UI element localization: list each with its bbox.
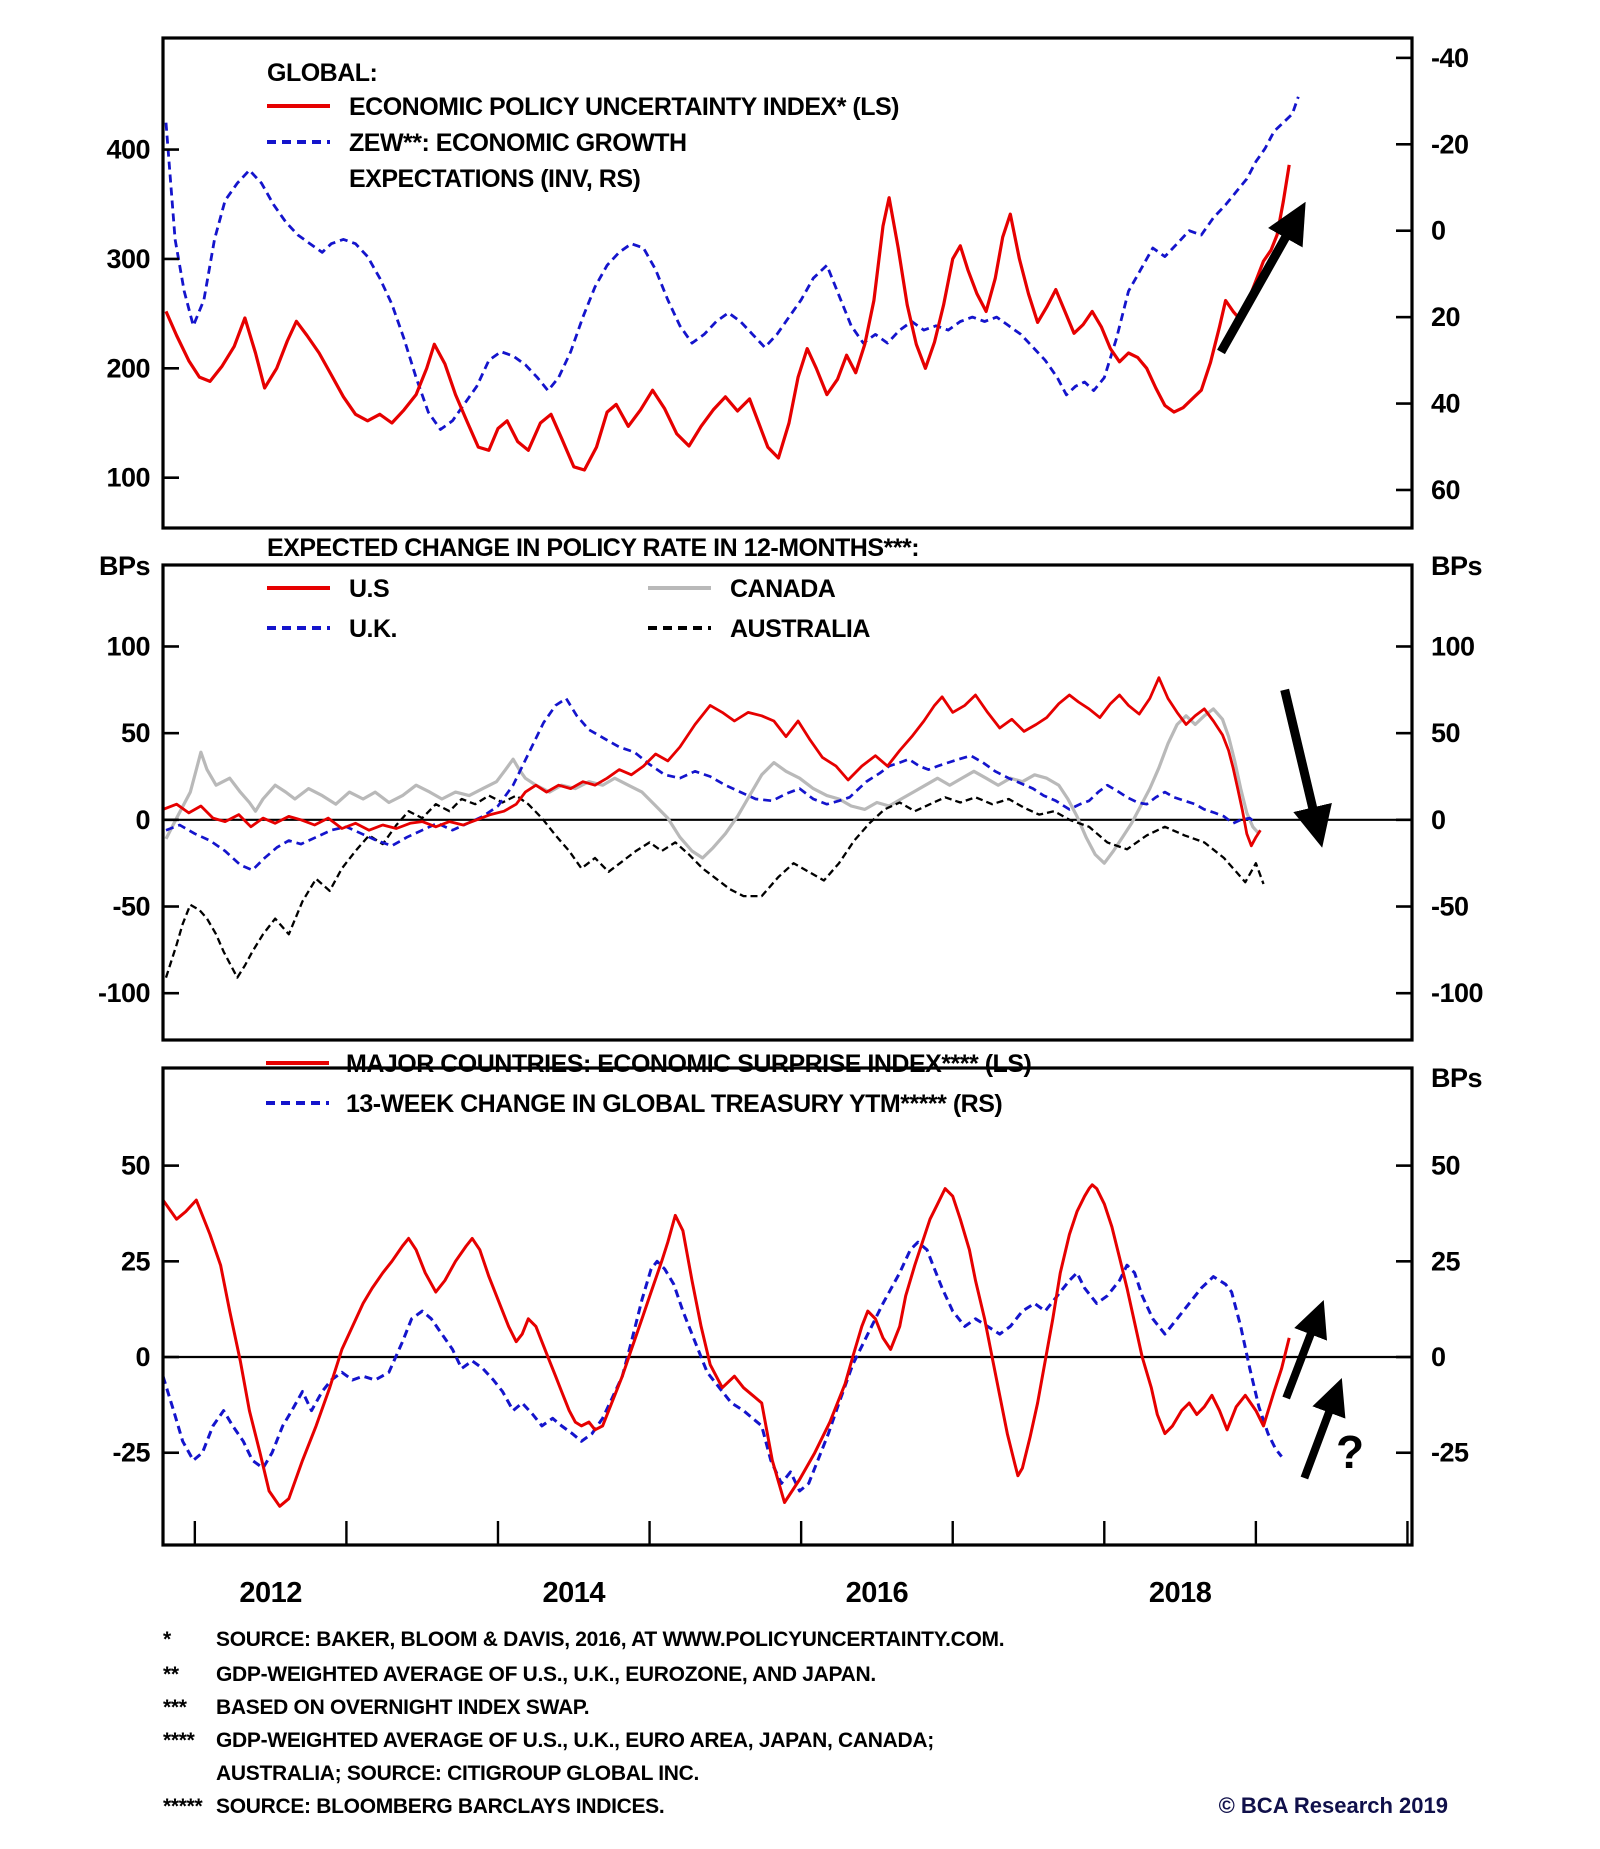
- chart-title: EXPECTED CHANGE IN POLICY RATE IN 12-MONTHS***:: [267, 534, 920, 562]
- legend-label: MAJOR COUNTRIES: ECONOMIC SURPRISE INDEX**** (LS): [346, 1050, 1032, 1078]
- right-axis-label: -50: [1431, 891, 1469, 922]
- x-axis-year-label: 2018: [1148, 1577, 1212, 1609]
- right-axis-label: 0: [1431, 804, 1446, 835]
- footnote-text: AUSTRALIA; SOURCE: CITIGROUP GLOBAL INC.: [216, 1762, 700, 1785]
- right-axis-label: 100: [1431, 631, 1475, 662]
- series-group: [166, 97, 1298, 470]
- series-group: [163, 678, 1264, 978]
- right-axis-label: 40: [1431, 388, 1461, 419]
- footnote-text: GDP-WEIGHTED AVERAGE OF U.S., U.K., EURO AREA, JAPAN, CANADA;: [216, 1729, 934, 1752]
- chart-title: GLOBAL:: [267, 59, 378, 87]
- right-axis-label: -20: [1431, 129, 1469, 160]
- annotation-arrow: [1304, 1393, 1336, 1478]
- x-axis-year-label: 2012: [239, 1577, 302, 1609]
- annotation-question-mark: ?: [1336, 1426, 1364, 1479]
- legend-label: ZEW**: ECONOMIC GROWTH: [349, 129, 687, 157]
- series-line-major-countries-economic-surprise-index-ls: [163, 1185, 1289, 1507]
- left-axis-label: 50: [120, 1150, 150, 1181]
- series-line-australia: [166, 796, 1264, 978]
- right-axis-label: -25: [1431, 1437, 1469, 1468]
- annotation-arrow: [1221, 217, 1297, 352]
- footnote-marker: *****: [163, 1795, 203, 1818]
- x-axis-year-label: 2014: [542, 1577, 606, 1609]
- legend-label: 13-WEEK CHANGE IN GLOBAL TREASURY YTM***** (RS): [346, 1090, 1003, 1118]
- left-axis-unit: BPs: [98, 551, 150, 581]
- legend-label: U.K.: [349, 615, 397, 643]
- left-axis-label: -25: [112, 1437, 150, 1468]
- legend: [267, 59, 899, 193]
- right-axis-unit: BPs: [1431, 551, 1483, 581]
- footnote-text: SOURCE: BAKER, BLOOM & DAVIS, 2016, AT WWW.POLICYUNCERTAINTY.COM.: [216, 1628, 1005, 1651]
- chart-economic-surprise-vs-ytm: [112, 1050, 1482, 1609]
- footnote-marker: **: [163, 1663, 179, 1686]
- right-axis-label: 25: [1431, 1246, 1461, 1277]
- annotation-arrow: [1285, 690, 1318, 830]
- left-axis-label: 100: [106, 631, 150, 662]
- left-axis-label: 300: [106, 243, 150, 274]
- legend: [266, 1050, 1031, 1118]
- legend-label: ECONOMIC POLICY UNCERTAINTY INDEX* (LS): [349, 93, 899, 121]
- right-axis-label: 0: [1431, 1342, 1446, 1373]
- left-axis-label: 400: [106, 134, 150, 165]
- series-line-zew-economic-growth-expectations-inv-rs: [166, 97, 1298, 430]
- x-axis-year-label: 2016: [845, 1577, 909, 1609]
- chart-expected-policy-rate-change: [98, 534, 1483, 1040]
- left-axis-label: -100: [97, 978, 150, 1009]
- legend: [267, 534, 919, 643]
- footnote-marker: ****: [163, 1729, 195, 1752]
- left-axis-label: 200: [106, 353, 150, 384]
- left-axis-label: 0: [135, 804, 150, 835]
- footnote-marker: ***: [163, 1696, 187, 1719]
- right-axis-label: 50: [1431, 1150, 1461, 1181]
- footnote-text: GDP-WEIGHTED AVERAGE OF U.S., U.K., EUROZONE, AND JAPAN.: [216, 1663, 876, 1686]
- left-axis-label: 50: [120, 718, 150, 749]
- footnote-text: BASED ON OVERNIGHT INDEX SWAP.: [216, 1696, 590, 1719]
- copyright-notice: © BCA Research 2019: [1218, 1793, 1448, 1818]
- footnote-marker: *: [163, 1628, 171, 1651]
- chart-global-policy-uncertainty: [106, 38, 1468, 528]
- footnote-text: SOURCE: BLOOMBERG BARCLAYS INDICES.: [216, 1795, 665, 1818]
- legend-label: EXPECTATIONS (INV, RS): [349, 165, 641, 193]
- left-axis-label: 100: [106, 462, 150, 493]
- series-line-u-k: [166, 699, 1256, 871]
- series-line-canada: [166, 709, 1259, 863]
- right-axis-label: 60: [1431, 474, 1461, 505]
- series-line-13-week-change-in-global-treasury-ytm-rs: [163, 1242, 1282, 1491]
- left-axis-label: 0: [135, 1342, 150, 1373]
- legend-label: CANADA: [730, 575, 836, 603]
- right-axis-label: -100: [1431, 978, 1484, 1009]
- right-axis-label: 0: [1431, 215, 1446, 246]
- right-axis-label: 20: [1431, 302, 1461, 333]
- legend-label: AUSTRALIA: [730, 615, 870, 643]
- right-axis-label: 50: [1431, 718, 1461, 749]
- right-axis-unit: BPs: [1431, 1063, 1483, 1093]
- series-group: [163, 1185, 1289, 1507]
- right-axis-label: -40: [1431, 42, 1469, 73]
- left-axis-label: -50: [112, 891, 150, 922]
- legend-label: U.S: [349, 575, 390, 603]
- left-axis-label: 25: [120, 1246, 150, 1277]
